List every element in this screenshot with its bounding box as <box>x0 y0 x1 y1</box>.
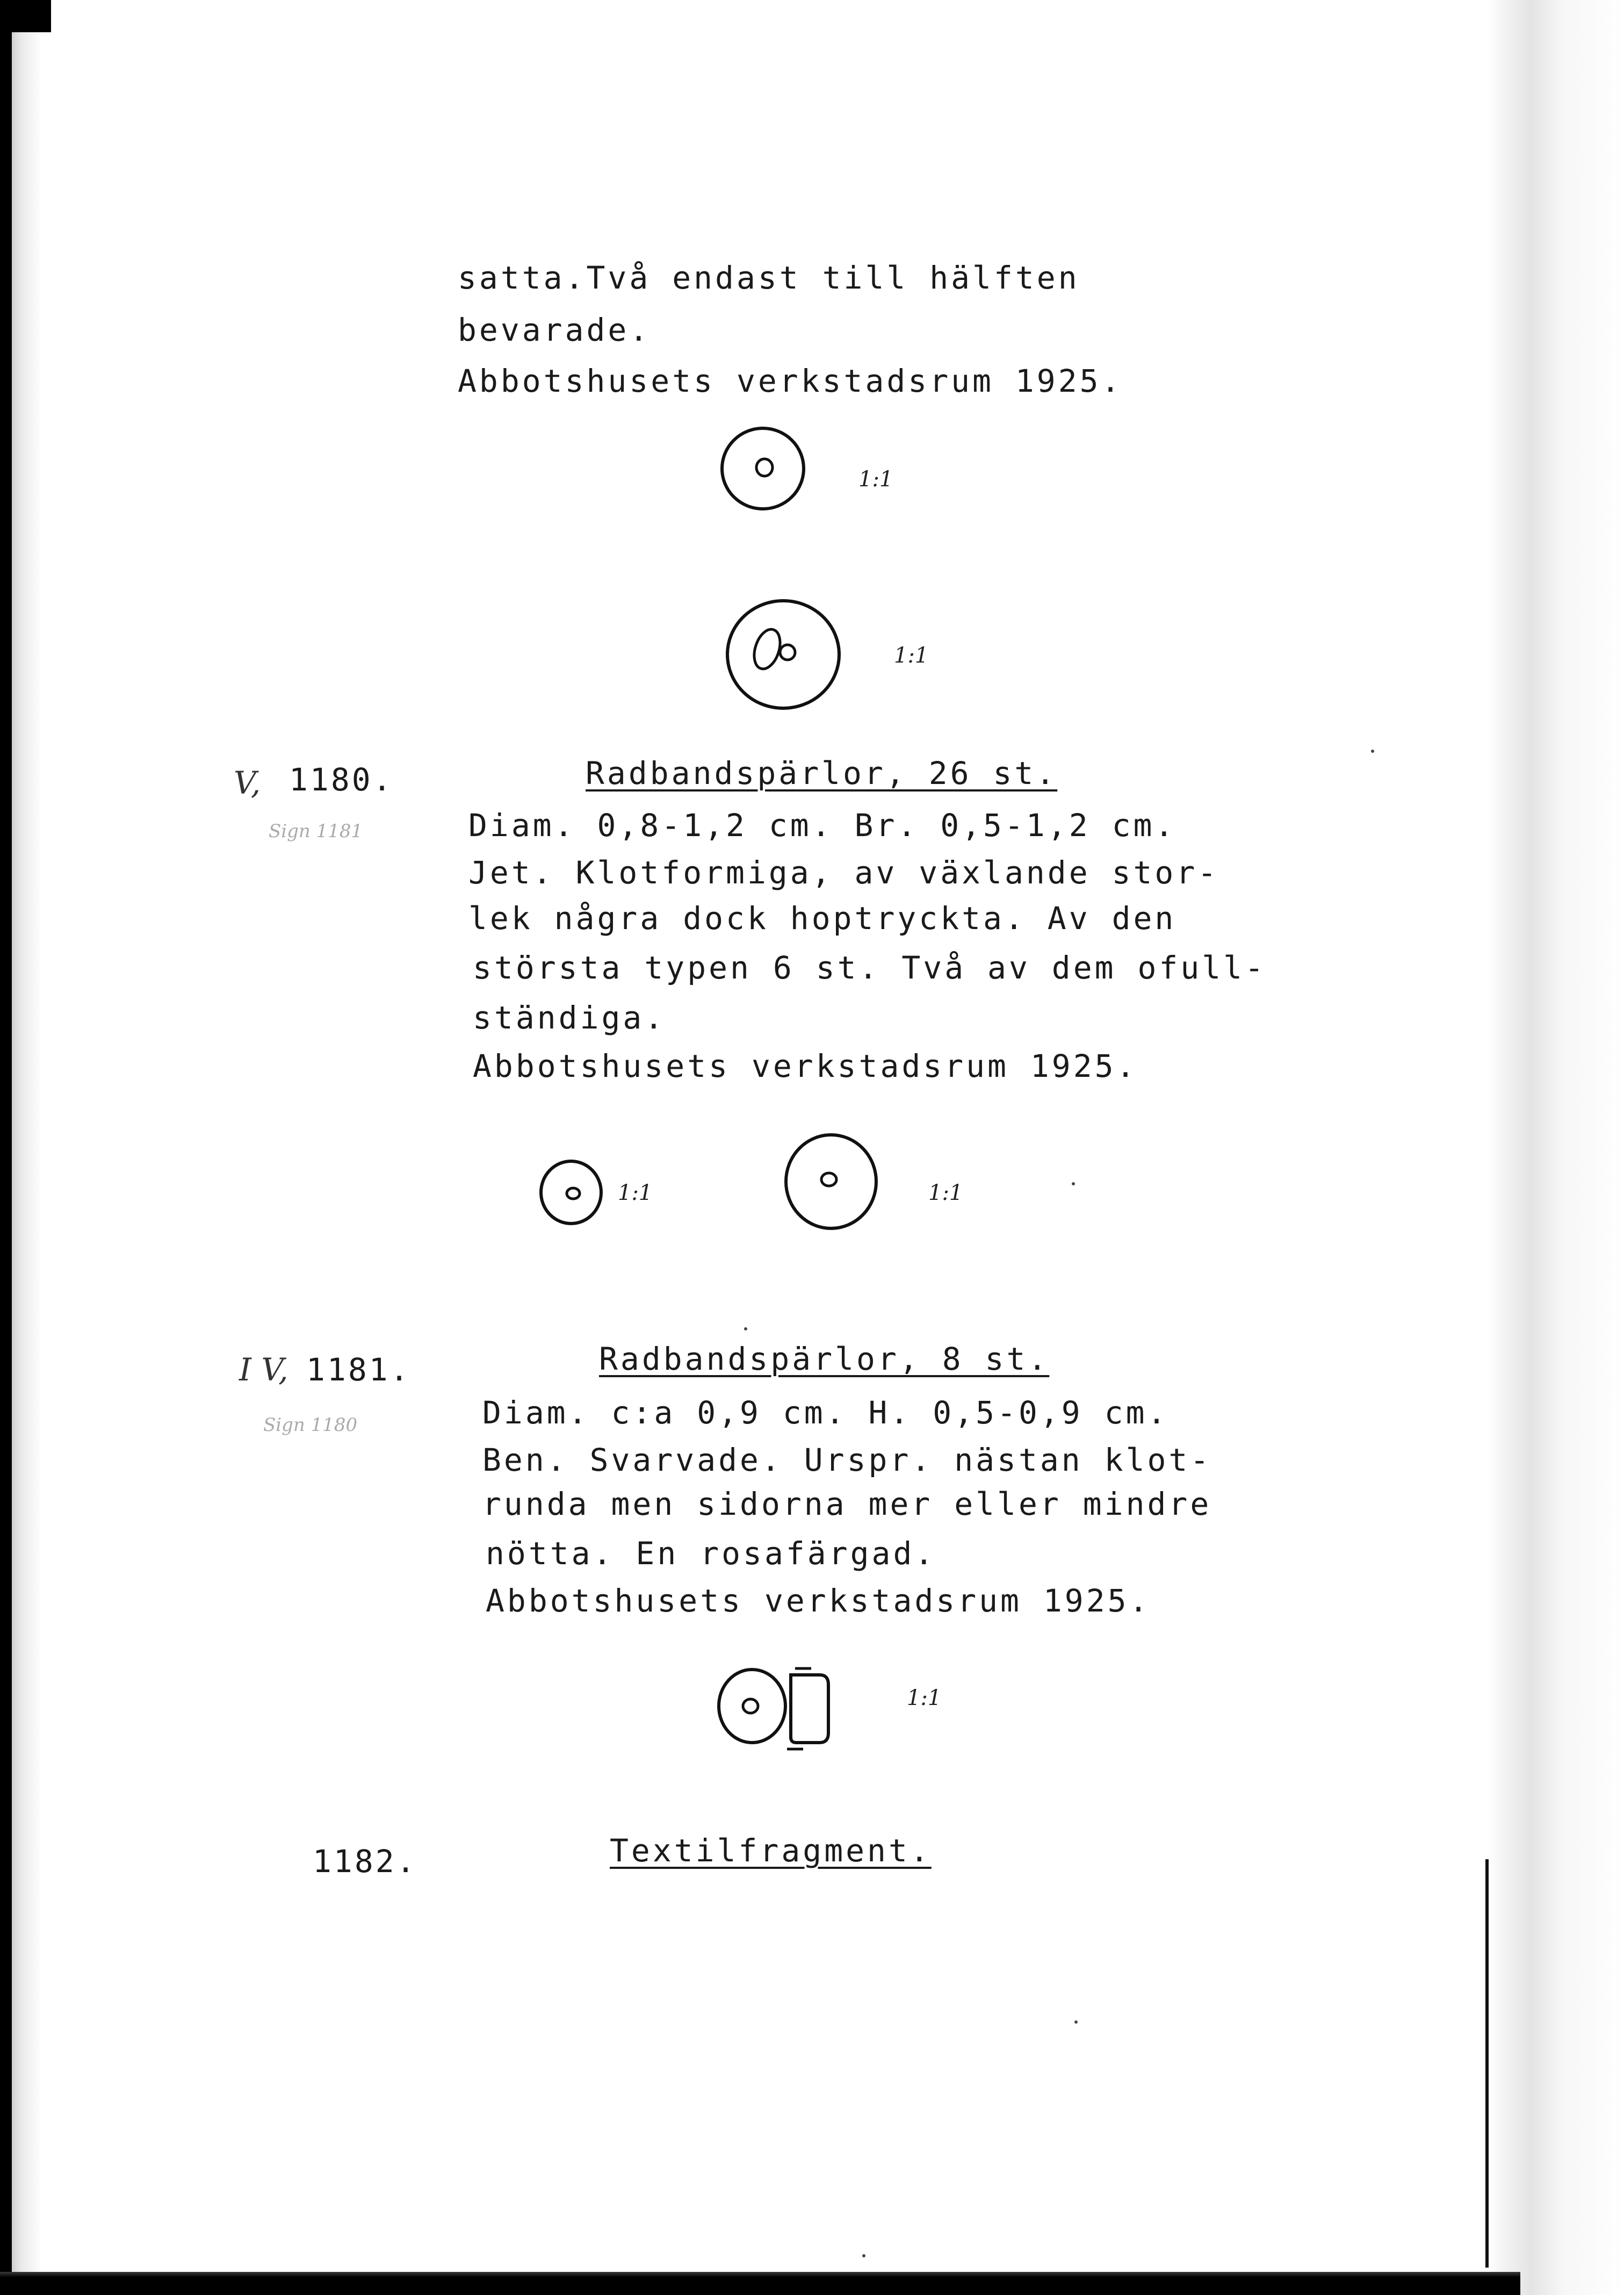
scale-label: 1:1 <box>858 467 893 492</box>
bead-sketch-1 <box>717 425 814 516</box>
scan-speck <box>1072 1182 1075 1185</box>
scale-label: 1:1 <box>928 1181 963 1205</box>
scan-speck <box>862 2254 865 2257</box>
entry-line: största typen 6 st. Två av dem ofull- <box>473 949 1267 986</box>
scan-speck <box>744 1327 747 1330</box>
entry-line: runda men sidorna mer eller mindre <box>482 1486 1212 1522</box>
entry-line: Abbotshusets verkstadsrum 1925. <box>486 1582 1151 1619</box>
entry-number: 1180. <box>289 761 394 798</box>
entry-line: Abbotshusets verkstadsrum 1925. <box>473 1048 1138 1084</box>
entry-line: lek några dock hoptryckta. Av den <box>468 900 1177 937</box>
handwritten-mark: V, <box>234 765 261 801</box>
page-corner-shadow <box>0 0 51 32</box>
entry-heading: Radbandspärlor, 26 st. <box>586 755 1058 792</box>
entry-line: nötta. En rosafärgad. <box>486 1535 936 1572</box>
entry-line: Diam. 0,8-1,2 cm. Br. 0,5-1,2 cm. <box>468 807 1177 844</box>
scan-speck <box>1074 2020 1078 2024</box>
entry-number: 1182. <box>313 1843 417 1880</box>
scan-speck <box>1371 750 1374 753</box>
page-right-shadow <box>1488 0 1624 2295</box>
scale-label: 1:1 <box>618 1181 653 1205</box>
entry-heading: Textilfragment. <box>610 1832 932 1869</box>
handwritten-note: Sign 1181 <box>269 821 363 842</box>
bead-sketch-large <box>782 1131 884 1233</box>
entry-heading: Radbandspärlor, 8 st. <box>599 1341 1050 1377</box>
bead-sketch-small <box>537 1158 607 1228</box>
scale-label: 1:1 <box>894 643 929 668</box>
entry-line: Ben. Svarvade. Urspr. nästan klot- <box>482 1442 1212 1478</box>
entry-number: 1181. <box>306 1351 411 1388</box>
continuation-line-3: Abbotshusets verkstadsrum 1925. <box>458 363 1123 399</box>
page-fold-line <box>1485 1859 1489 2268</box>
page-bottom-shadow <box>0 2272 1520 2295</box>
continuation-line-1: satta.Två endast till hälften <box>458 260 1080 296</box>
entry-line: Jet. Klotformiga, av växlande stor- <box>468 854 1219 891</box>
handwritten-mark: I V, <box>239 1351 288 1388</box>
entry-line: ständiga. <box>473 999 666 1036</box>
page-left-shadow <box>0 0 42 2295</box>
handwritten-note: Sign 1180 <box>263 1414 358 1436</box>
scale-label: 1:1 <box>907 1686 942 1710</box>
bead-sketch-pair <box>714 1663 876 1754</box>
entry-line: Diam. c:a 0,9 cm. H. 0,5-0,9 cm. <box>482 1394 1169 1431</box>
bead-sketch-2 <box>724 596 848 715</box>
continuation-line-2: bevarade. <box>458 312 651 348</box>
